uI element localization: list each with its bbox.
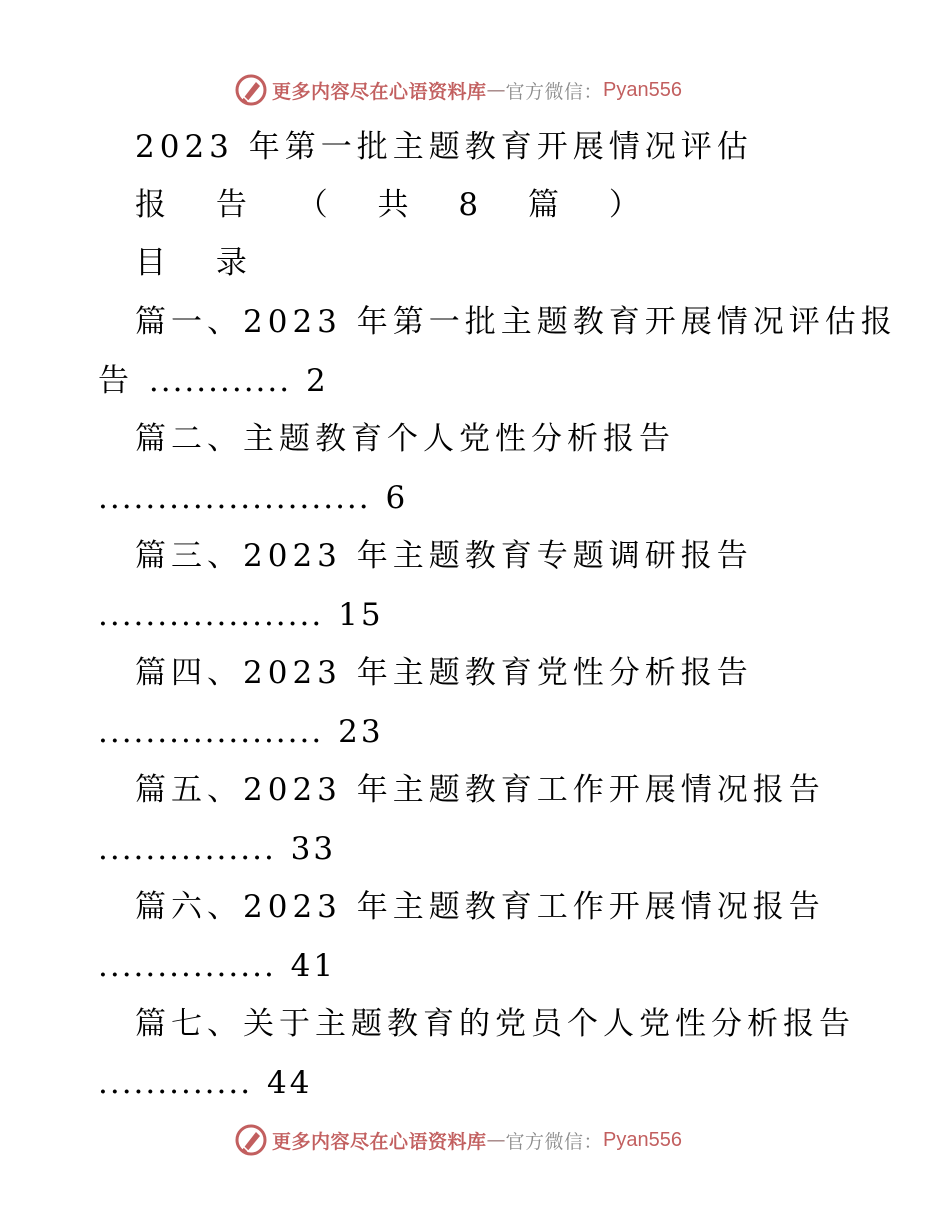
toc-item-2-title[interactable]: 篇二、主题教育个人党性分析报告 bbox=[135, 421, 675, 457]
banner-separator: — bbox=[486, 1129, 506, 1151]
toc-item-3-page: 15 bbox=[338, 597, 384, 633]
toc-item-7-leader[interactable]: ............. 44 bbox=[98, 1065, 313, 1101]
banner-text: 更多内容尽在心语资料库 bbox=[272, 80, 487, 103]
toc-item-2-leader[interactable]: ....................... 6 bbox=[98, 480, 409, 516]
banner-separator: — bbox=[486, 79, 506, 101]
banner-wechat-label: 官方微信： bbox=[505, 80, 604, 103]
toc-item-6-leader[interactable]: ............... 41 bbox=[98, 948, 337, 984]
toc-item-1-leader[interactable]: 告 ............ 2 bbox=[98, 363, 329, 399]
toc-item-1-title[interactable]: 篇一、2023 年第一批主题教育开展情况评估报 bbox=[135, 304, 897, 340]
toc-item-5-title[interactable]: 篇五、2023 年主题教育工作开展情况报告 bbox=[135, 772, 825, 808]
toc-item-7-title[interactable]: 篇七、关于主题教育的党员个人党性分析报告 bbox=[135, 1006, 855, 1042]
footer-banner bbox=[234, 1120, 682, 1160]
toc-item-6-title[interactable]: 篇六、2023 年主题教育工作开展情况报告 bbox=[135, 889, 825, 925]
document-title-line2: 报 告 （ 共 8 篇 ） bbox=[135, 187, 660, 223]
banner-wechat-id: Pyan556 bbox=[603, 1128, 682, 1151]
pen-logo-icon bbox=[234, 73, 268, 107]
toc-item-3-leader[interactable]: ................... 15 bbox=[98, 597, 384, 633]
toc-item-1-page: 2 bbox=[305, 363, 329, 399]
toc-item-4-page: 23 bbox=[338, 714, 384, 750]
toc-item-2-page: 6 bbox=[385, 480, 409, 516]
banner-text: 更多内容尽在心语资料库 bbox=[272, 1130, 487, 1153]
toc-item-4-leader[interactable]: ................... 23 bbox=[98, 714, 384, 750]
document-title-line1: 2023 年第一批主题教育开展情况评估 bbox=[135, 129, 753, 165]
toc-item-5-page: 33 bbox=[290, 831, 337, 867]
toc-item-7-page: 44 bbox=[266, 1065, 313, 1101]
pen-logo-icon bbox=[234, 1123, 268, 1157]
toc-item-6-page: 41 bbox=[290, 948, 337, 984]
header-banner bbox=[234, 70, 682, 110]
toc-heading: 目 录 bbox=[135, 245, 267, 281]
toc-item-3-title[interactable]: 篇三、2023 年主题教育专题调研报告 bbox=[135, 538, 753, 574]
banner-wechat-id: Pyan556 bbox=[603, 78, 682, 101]
toc-item-4-title[interactable]: 篇四、2023 年主题教育党性分析报告 bbox=[135, 655, 753, 691]
toc-item-5-leader[interactable]: ............... 33 bbox=[98, 831, 337, 867]
banner-wechat-label: 官方微信： bbox=[505, 1130, 604, 1153]
